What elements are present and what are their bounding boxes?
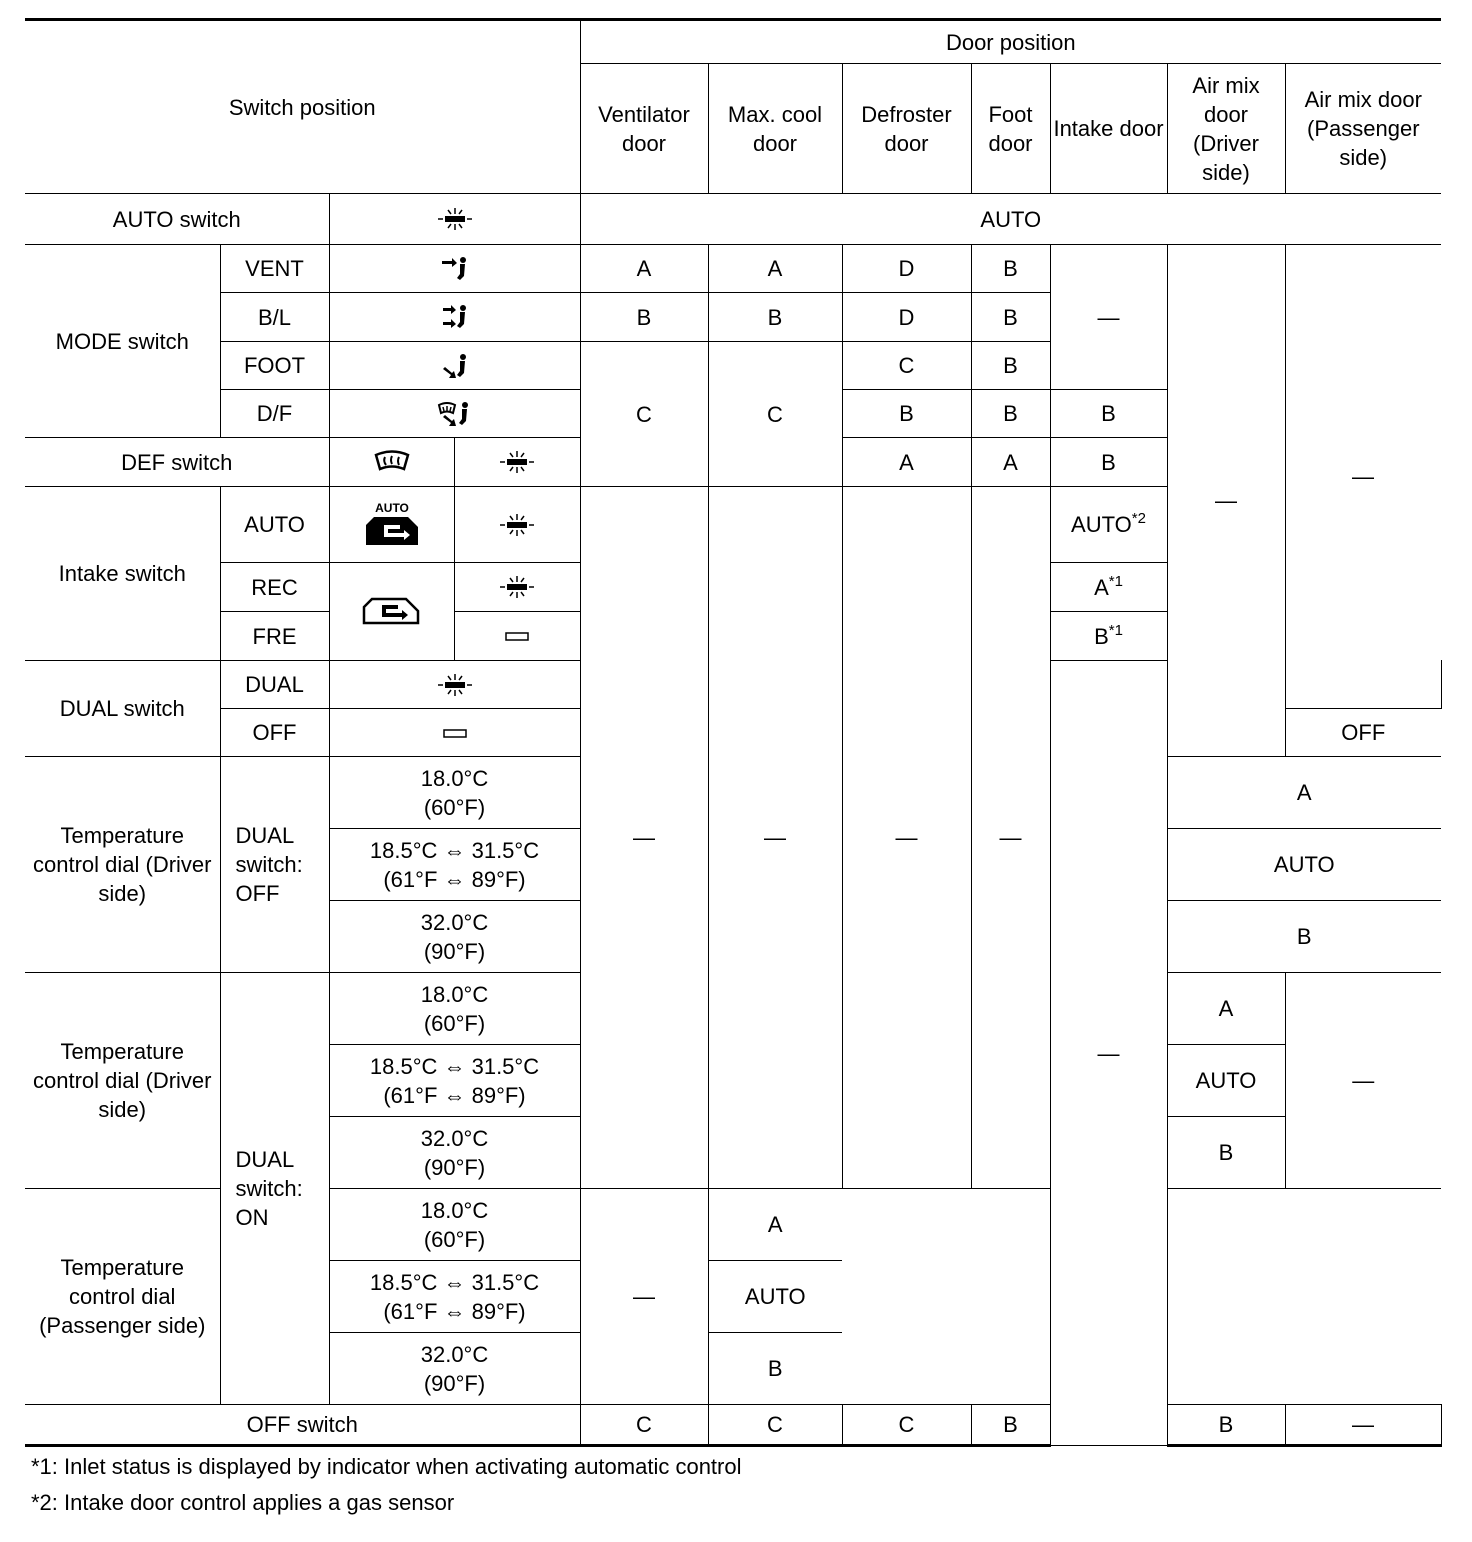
off-airmix-driver: — bbox=[1285, 1405, 1441, 1446]
def-switch-label: DEF switch bbox=[25, 438, 329, 487]
vent-maxcool: A bbox=[708, 245, 842, 293]
temp-mid: 18.5°C ⇔ 31.5°C (61°F ⇔ 89°F) bbox=[329, 1045, 580, 1117]
temp-low: 18.0°C (60°F) bbox=[329, 1189, 580, 1261]
vent-mode-icon bbox=[439, 256, 471, 282]
off-switch-label: OFF switch bbox=[25, 1405, 580, 1446]
airmix-driver-high: B bbox=[1167, 1117, 1285, 1189]
indicator-lamp-off-icon bbox=[437, 721, 473, 745]
recirculation-icon bbox=[360, 597, 424, 627]
mode-maxcool-c: C bbox=[708, 342, 842, 487]
def-foot: A bbox=[971, 438, 1050, 487]
col-air-mix-driver: Air mix door (Driver side) bbox=[1167, 64, 1285, 194]
intake-switch-label: Intake switch bbox=[25, 487, 220, 661]
foot-foot: B bbox=[971, 342, 1050, 390]
vent-defroster: D bbox=[842, 245, 971, 293]
auto-switch-label: AUTO switch bbox=[25, 194, 329, 245]
indicator-lamp-on-icon bbox=[499, 575, 535, 599]
dual-off-label: OFF bbox=[220, 709, 329, 757]
temp-high: 32.0°C (90°F) bbox=[329, 901, 580, 973]
col-air-mix-passenger: Air mix door (Passenger side) bbox=[1285, 64, 1441, 194]
airmix-driver-mid: AUTO bbox=[1167, 1045, 1285, 1117]
airmix-passenger-high: B bbox=[708, 1333, 842, 1405]
indicator-lamp-off-icon bbox=[499, 624, 535, 648]
temp-high: 32.0°C (90°F) bbox=[329, 1333, 580, 1405]
df-defroster: B bbox=[842, 390, 971, 438]
maxcool-dash-mid: — bbox=[708, 487, 842, 1189]
df-intake: B bbox=[1050, 390, 1167, 438]
col-intake-door: Intake door bbox=[1050, 64, 1167, 194]
airmix-passenger-dash-mid: — bbox=[1285, 973, 1441, 1189]
temp-passenger-on-label: Temperature control dial (Passenger side) bbox=[25, 1189, 220, 1405]
intake-rec-value: $A^{*1}$ bbox=[1050, 563, 1167, 612]
foot-dash-mid: — bbox=[971, 487, 1050, 1189]
door-position-table bbox=[25, 18, 1441, 1447]
mode-foot-label: FOOT bbox=[220, 342, 329, 390]
airmix-driver-low: A bbox=[1167, 973, 1285, 1045]
indicator-lamp-on-icon bbox=[499, 450, 535, 474]
mode-bl-label: B/L bbox=[220, 293, 329, 342]
vent-foot: B bbox=[971, 245, 1050, 293]
dual-on-state: DUAL switch: ON bbox=[220, 973, 329, 1405]
foot-defroster: C bbox=[842, 342, 971, 390]
def-intake: B bbox=[1050, 438, 1167, 487]
intake-dash-lower: — bbox=[1050, 661, 1167, 1446]
dual-on-label: DUAL bbox=[220, 661, 329, 709]
door-position-header: Door position bbox=[580, 20, 1441, 64]
mode-vent-label: VENT bbox=[220, 245, 329, 293]
airmix-both-high: B bbox=[1167, 901, 1441, 973]
off-intake: B bbox=[1167, 1405, 1285, 1446]
intake-fre-label: FRE bbox=[220, 612, 329, 661]
auto-indicator-cell bbox=[329, 194, 580, 245]
bl-maxcool: B bbox=[708, 293, 842, 342]
defrost-foot-mode-icon bbox=[437, 401, 473, 427]
off-foot: B bbox=[971, 1405, 1050, 1446]
airmix-driver-dash-top: — bbox=[1167, 245, 1285, 757]
bilevel-mode-icon bbox=[439, 304, 471, 330]
footnote-2: *2: Intake door control applies a gas sensor bbox=[31, 1490, 455, 1515]
ventilator-dash-mid: — bbox=[580, 487, 708, 1189]
mode-ventilator-c: C bbox=[580, 342, 708, 487]
foot-mode-icon bbox=[439, 353, 471, 379]
intake-auto-icon-text: AUTO bbox=[374, 500, 409, 515]
temp-mid: 18.5°C ⇔ 31.5°C (61°F ⇔ 89°F) bbox=[329, 1261, 580, 1333]
col-ventilator-door: Ventilator door bbox=[580, 64, 708, 194]
df-foot: B bbox=[971, 390, 1050, 438]
off-ventilator: C bbox=[580, 1405, 708, 1446]
switch-position-header: Switch position bbox=[25, 20, 580, 194]
intake-auto-icon bbox=[360, 501, 424, 549]
footnote-1: *1: Inlet status is displayed by indicator when activating automatic control bbox=[31, 1454, 742, 1479]
door-position-table-container bbox=[25, 18, 1441, 1521]
airmix-driver-dash-lower: — bbox=[580, 1189, 708, 1405]
bl-defroster: D bbox=[842, 293, 971, 342]
bl-foot: B bbox=[971, 293, 1050, 342]
intake-fre-value: $B^{*1}$ bbox=[1050, 612, 1167, 661]
dual-off-value: OFF bbox=[1285, 709, 1441, 757]
airmix-passenger-dash-top: — bbox=[1285, 245, 1441, 709]
indicator-lamp-on-icon bbox=[437, 673, 473, 697]
intake-auto-value: AUTO$^{*2}$ bbox=[1050, 487, 1167, 563]
mode-intake-dash: — bbox=[1050, 245, 1167, 390]
temp-driver-off-label: Temperature control dial (Driver side) bbox=[25, 757, 220, 973]
defroster-dash-mid: — bbox=[842, 487, 971, 1189]
dual-switch-label: DUAL switch bbox=[25, 661, 220, 757]
indicator-lamp-on-icon bbox=[499, 513, 535, 537]
temp-high: 32.0°C (90°F) bbox=[329, 1117, 580, 1189]
airmix-passenger-mid: AUTO bbox=[708, 1261, 842, 1333]
airmix-passenger-low: A bbox=[708, 1189, 842, 1261]
temp-low: 18.0°C (60°F) bbox=[329, 757, 580, 829]
intake-rec-label: REC bbox=[220, 563, 329, 612]
dual-off-state: DUAL switch: OFF bbox=[220, 757, 329, 973]
bl-ventilator: B bbox=[580, 293, 708, 342]
airmix-both-mid: AUTO bbox=[1167, 829, 1441, 901]
indicator-lamp-on-icon bbox=[437, 207, 473, 231]
col-max-cool-door: Max. cool door bbox=[708, 64, 842, 194]
col-defroster-door: Defroster door bbox=[842, 64, 971, 194]
intake-auto-label: AUTO bbox=[220, 487, 329, 563]
def-defroster: A bbox=[842, 438, 971, 487]
front-defroster-icon bbox=[373, 449, 411, 475]
vent-ventilator: A bbox=[580, 245, 708, 293]
col-foot-door: Foot door bbox=[971, 64, 1050, 194]
mode-df-label: D/F bbox=[220, 390, 329, 438]
auto-switch-value: AUTO bbox=[580, 194, 1441, 245]
off-maxcool: C bbox=[708, 1405, 842, 1446]
temp-mid: 18.5°C ⇔ 31.5°C (61°F ⇔ 89°F) bbox=[329, 829, 580, 901]
temp-low: 18.0°C (60°F) bbox=[329, 973, 580, 1045]
mode-switch-label: MODE switch bbox=[25, 245, 220, 438]
temp-driver-on-label: Temperature control dial (Driver side) bbox=[25, 973, 220, 1189]
off-defroster: C bbox=[842, 1405, 971, 1446]
airmix-both-low: A bbox=[1167, 757, 1441, 829]
